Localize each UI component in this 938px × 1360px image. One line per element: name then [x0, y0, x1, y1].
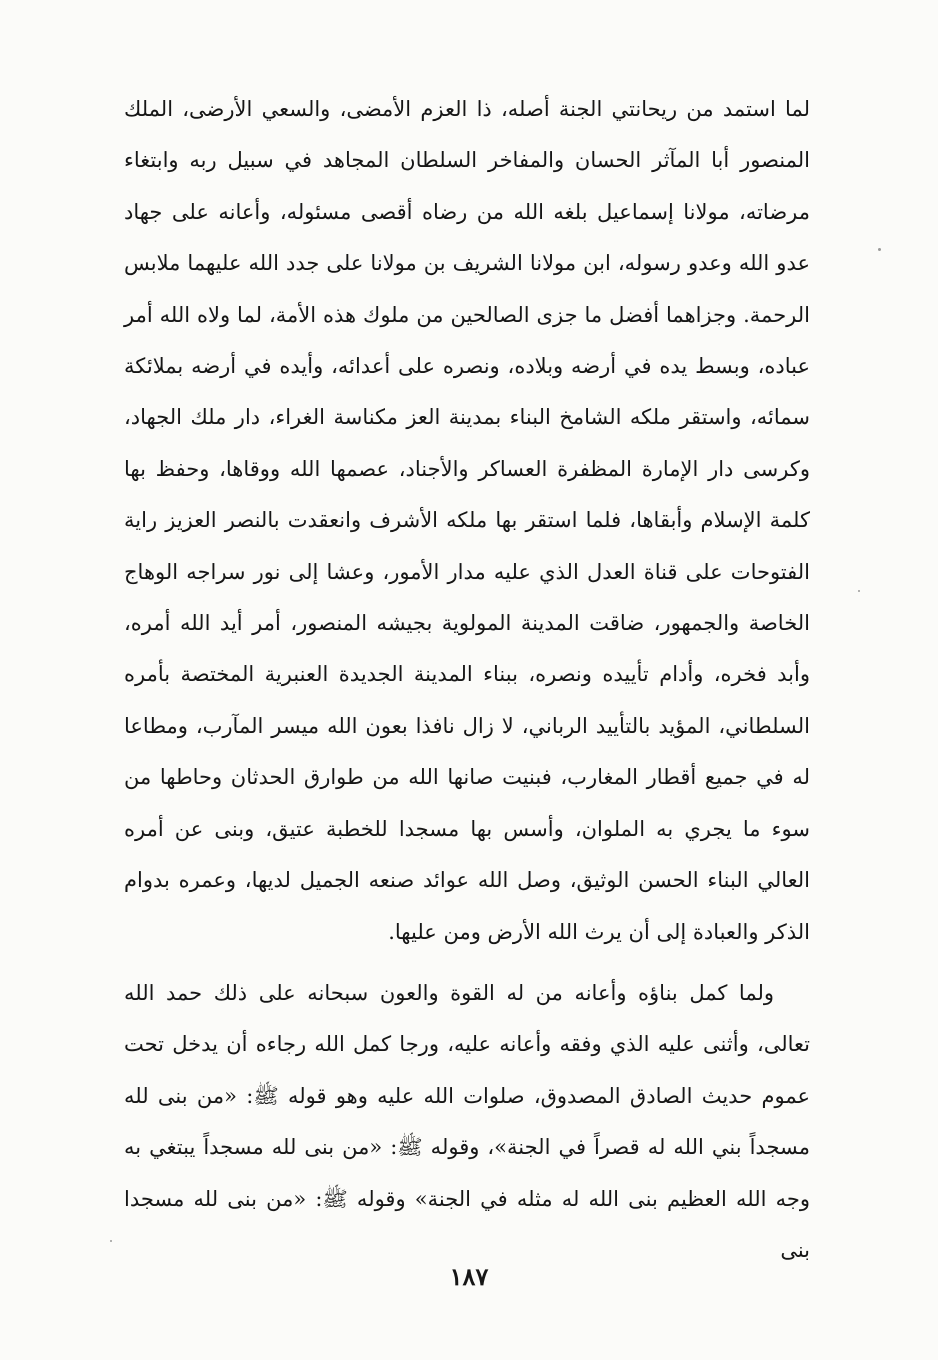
scan-speck [858, 590, 860, 592]
paragraph-2: ولما كمل بناؤه وأعانه من له القوة والعون سبحانه على ذلك حمد الله تعالى، وأثنى عليه الذي وفقه وأعانه عليه، ورجا كمل الله رجاءه أن يدخل تحت عموم حديث الصادق المصدوق، صلوات الله عليه وهو قوله ﷺ: «من بنى لله مسجداً بني الله له قصراً في الجنة»، وقوله ﷺ: «من بنى لله مسجداً يبتغي به وجه الله العظيم بنى الله له مثله في الجنة» وقوله ﷺ: «من بنى لله مسجدا بنى [124, 980, 810, 1262]
paragraph-1: لما استمد من ريحانتي الجنة أصله، ذا العزم الأمضى، والسعي الأرضى، الملك المنصور أبا المآثر الحسان والمفاخر السلطان المجاهد في سبيل ربه وابتغاء مرضاته، مولانا إسماعيل بلغه الله من رضاه أقصى مسئوله، وأعانه على جهاد عدو الله وعدو رسوله، ابن مولانا الشريف بن مولانا على جدد الله عليهما ملابس الرحمة. وجزاهما أفضل ما جزى الصالحين من ملوك هذه الأمة، لما ولاه الله أمر عباده، وبسط يده في أرضه وبلاده، ونصره على أعدائه، وأيده في أرضه بملائكة سمائه، واستقر ملكه الشامخ البناء بمدينة العز مكناسة الغراء، دار ملك الجهاد، وكرسى دار الإمارة المظفرة العساكر والأجناد، عصمها الله ووقاها، وحفظ بها كلمة الإسلام وأبقاها، فلما استقر بها ملكه الأشرف وانعقدت بالنصر العزيز راية الفتوحات على قناة العدل الذي عليه مدار الأمور، وعشا إلى نور سراجه الوهاج الخاصة والجمهور، ضاقت المدينة المولوية بجيشه المنصور، أمر أيد الله أمره، وأبد فخره، وأدام تأييده ونصره، ببناء المدينة الجديدة العنبرية المختصة بأمره السلطاني، المؤيد بالتأييد الرباني، لا زال نافذا بعون الله ميسر المآرب، ومطاعا له في جميع أقطار المغارب، فبنيت صانها الله من طوارق الحدثان وحاطها من سوء ما يجري به الملوان، وأسس بها مسجدا للخطبة عتيق، وبنى عن أمره العالي البناء الحسن الوثيق، وصل الله عوائد صنعه الجميل لديها، وعمره بدوام الذكر والعبادة إلى أن يرث الله الأرض ومن عليها. [124, 97, 810, 944]
body-text [124, 84, 810, 1276]
scan-speck [878, 248, 881, 251]
scan-speck [110, 1240, 112, 1242]
page-number: ١٨٧ [449, 1262, 489, 1291]
